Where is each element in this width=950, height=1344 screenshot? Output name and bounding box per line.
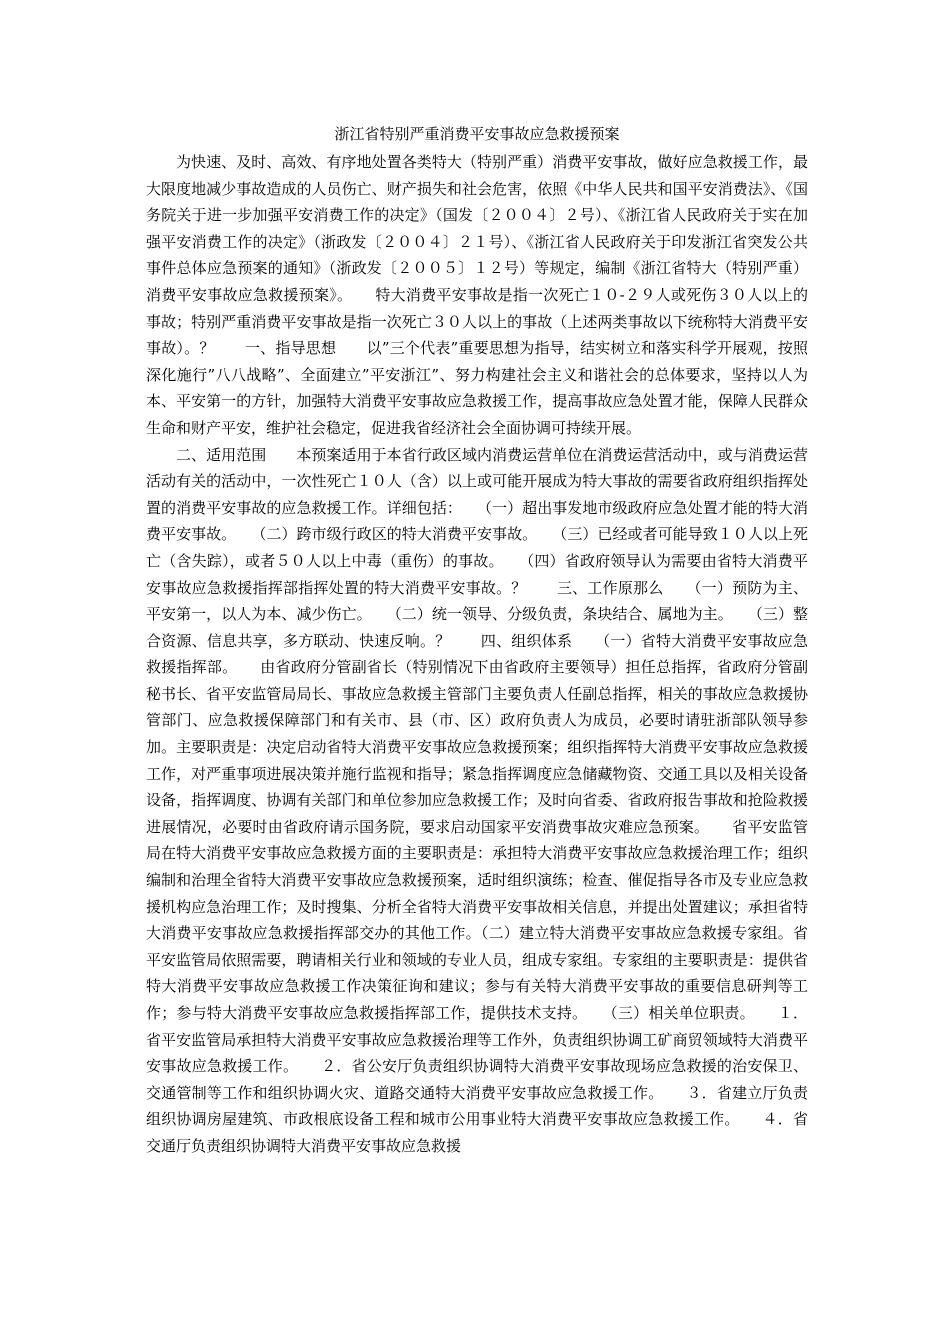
document-page [146,119,808,1160]
paragraph-2: 二、适用范围 本预案适用于本省行政区域内消费运营单位在消费运营活动中，或与消费运营活动有关的活动中，一次性死亡１０人（含）以上或可能开展成为特大事故的需要省政府组织指挥处置的消费平安事故的应急救援工作。详细包括： （一）超出事发地市级政府应急处置才能的特大消费平安事故。 （二）跨市级行政区的特大消费平安事故。 （三）已经或者可能导致１０人以上死亡（含失踪），或者５０人以上中毒（重伤）的事故。 （四）省政府领导认为需要由省特大消费平安事故应急救援指挥部指挥处置的特大消费平安事故。？ 三、工作原那么 （一）预防为主、平安第一，以人为本、减少伤亡。 （二）统一领导、分级负责，条块结合、属地为主。 （三）整合资源、信息共享，多方联动、快速反响。？ 四、组织体系 （一）省特大消费平安事故应急救援指挥部。 由省政府分管副省长（特别情况下由省政府主要领导）担任总指挥，省政府分管副秘书长、省平安监管局局长、事故应急救援主管部门主要负责人任副总指挥，相关的事故应急救援协管部门、应急救援保障部门和有关市、县（市、区）政府负责人为成员，必要时请驻浙部队领导参加。主要职责是：决定启动省特大消费平安事故应急救援预案；组织指挥特大消费平安事故应急救援工作，对严重事项进展决策并施行监视和指导；紧急指挥调度应急储藏物资、交通工具以及相关设备设备，指挥调度、协调有关部门和单位参加应急救援工作；及时向省委、省政府报告事故和抢险救援进展情况，必要时由省政府请示国务院，要求启动国家平安消费事故灾难应急预案。 省平安监管局在特大消费平安事故应急救援方面的主要职责是：承担特大消费平安事故应急救援治理工作；组织编制和治理全省特大消费平安事故应急救援预案，适时组织演练；检查、催促指导各市及专业应急救援机构应急治理工作；及时搜集、分析全省特大消费平安事故相关信息，并提出处置建议；承担省特大消费平安事故应急救援指挥部交办的其他工作。（二）建立特大消费平安事故应急救援专家组。省平安监管局依照需要，聘请相关行业和领域的专业人员，组成专家组。专家组的主要职责是：提供省特大消费平安事故应急救援工作决策征询和建议；参与有关特大消费平安事故的重要信息研判等工作；参与特大消费平安事故应急救援指挥部工作，提供技术支持。 （三）相关单位职责。 １．省平安监管局承担特大消费平安事故应急救援治理等工作外，负责组织协调工矿商贸领域特大消费平安事故应急救援工作。 ２．省公安厅负责组织协调特大消费平安事故现场应急救援的治安保卫、交通管制等工作和组织协调火灾、道路交通特大消费平安事故应急救援工作。 ３．省建立厅负责组织协调房屋建筑、市政根底设备工程和城市公用事业特大消费平安事故应急救援工作。 ４．省交通厅负责组织协调特大消费平安事故应急救援 [146,445,808,1155]
paragraph-1: 为快速、及时、高效、有序地处置各类特大（特别严重）消费平安事故，做好应急救援工作，最大限度地减少事故造成的人员伤亡、财产损失和社会危害，依照《中华人民共和国平安消费法》、《国务院关于进一步加强平安消费工作的决定》（国发〔２００４〕２号）、《浙江省人民政府关于实在加强平安消费工作的决定》（浙政发〔２００４〕２１号）、《浙江省人民政府关于印发浙江省突发公共事件总体应急预案的通知》（浙政发〔２００５〕１２号）等规定，编制《浙江省特大（特别严重）消费平安事故应急救援预案》。 特大消费平安事故是指一次死亡１０-２９人或死伤３０人以上的事故；特别严重消费平安事故是指一次死亡３０人以上的事故（上述两类事故以下统称特大消费平安事故）。？ 一、指导思想 以”三个代表”重要思想为指导，结实树立和落实科学开展观，按照深化施行”八八战略”、全面建立”平安浙江”、努力构建社会主义和谐社会的总体要求，坚持以人为本、平安第一的方针，加强特大消费平安事故应急救援工作，提高事故应急处置才能，保障人民群众生命和财产平安，维护社会稳定，促进我省经济社会全面协调可持续开展。 [146,153,808,437]
document-title: 浙江省特别严重消费平安事故应急救援预案 [334,125,620,143]
